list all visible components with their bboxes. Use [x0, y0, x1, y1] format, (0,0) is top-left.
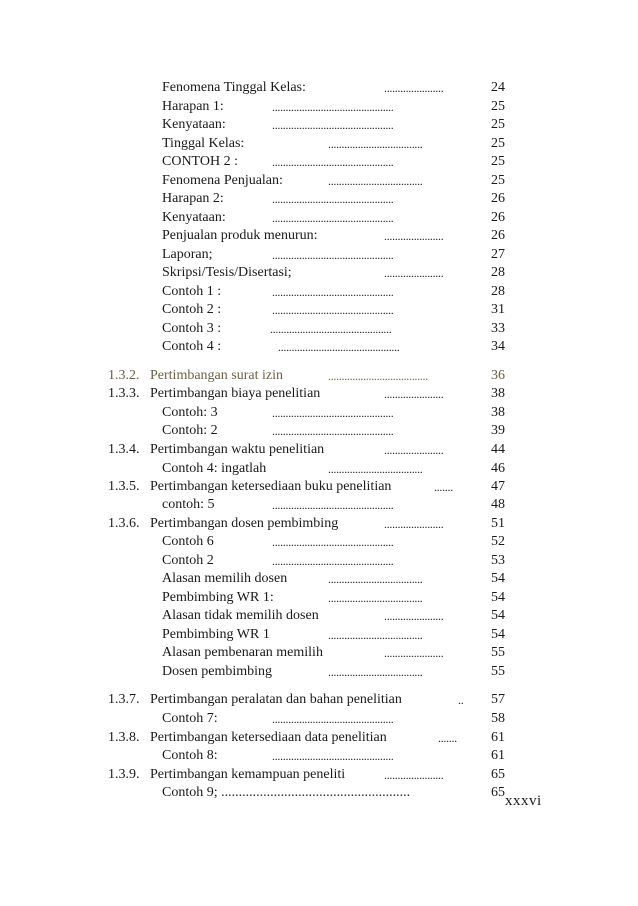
toc-page-number: 52 [491, 534, 505, 549]
toc-entry-title: Pertimbangan waktu penelitian [150, 442, 325, 457]
toc-section-number: 1.3.9. [108, 767, 140, 782]
toc-section-number: 1.3.6. [108, 516, 140, 531]
toc-page-number: 44 [491, 442, 505, 457]
toc-section-number: 1.3.7. [108, 692, 140, 707]
toc-page-number: 25 [491, 117, 505, 132]
toc-leader-dots: ....... [434, 480, 453, 494]
toc-entry-title: Pembimbing WR 1: [162, 590, 274, 605]
page-number-footer: xxxvi [505, 793, 542, 809]
toc-entry-title: Contoh 3 : [162, 321, 222, 336]
toc-entry [0, 116, 638, 134]
toc-page-number: 55 [491, 645, 505, 660]
toc-leader-dots: ............................................. [272, 248, 394, 262]
toc-entry-title: Contoh 4 : [162, 339, 222, 354]
toc-entry [0, 246, 638, 264]
toc-entry [0, 644, 638, 662]
toc-leader-dots: ............................................. [272, 712, 394, 726]
toc-page-number: 65 [491, 767, 505, 782]
toc-leader-dots: ...................... [384, 81, 444, 95]
toc-leader-dots: ...................... [384, 768, 444, 782]
toc-entry [0, 338, 638, 356]
toc-leader-dots: ...................... [384, 609, 444, 623]
toc-page-number: 26 [491, 228, 505, 243]
toc-entry-title: Dosen pembimbing [162, 664, 273, 679]
toc-entry [0, 710, 638, 728]
toc-section-number: 1.3.4. [108, 442, 140, 457]
toc-entry-title: Harapan 1: [162, 99, 224, 114]
toc-leader-dots: ............................................. [272, 285, 394, 299]
toc-leader-dots: ................................... [328, 462, 423, 476]
toc-leader-dots: ...................... [384, 646, 444, 660]
toc-leader-dots: ............................................. [272, 192, 394, 206]
toc-entry [0, 320, 638, 338]
toc-entry [0, 478, 638, 496]
toc-entry-title: Tinggal Kelas: [162, 136, 245, 151]
toc-page-number: 61 [491, 730, 505, 745]
toc-leader-dots: ..................................... [328, 369, 428, 383]
toc-page-number: 38 [491, 405, 505, 420]
toc-entry [0, 172, 638, 190]
toc-entry [0, 264, 638, 282]
toc-page-number: 53 [491, 553, 505, 568]
toc-entry-title: Contoh 6 [162, 534, 214, 549]
toc-page-number: 39 [491, 423, 505, 438]
toc-entry-title: Contoh: 3 [162, 405, 218, 420]
toc-leader-dots: ............................................. [278, 340, 400, 354]
toc-entry [0, 404, 638, 422]
toc-page-number: 25 [491, 154, 505, 169]
toc-page-number: 38 [491, 386, 505, 401]
toc-page-number: 57 [491, 692, 505, 707]
toc-entry-title: contoh: 5 [162, 497, 215, 512]
toc-entry-title: Alasan tidak memilih dosen [162, 608, 319, 623]
toc-entry [0, 729, 638, 747]
toc-entry [0, 626, 638, 644]
toc-entry [0, 663, 638, 681]
toc-entry [0, 385, 638, 403]
toc-page-number: 61 [491, 748, 505, 763]
toc-entry [0, 367, 638, 385]
toc-entry-title: Contoh 7: [162, 711, 218, 726]
toc-entry-title: Laporan; [162, 247, 213, 262]
toc-leader-dots: .. [458, 693, 464, 707]
toc-page-number: 58 [491, 711, 505, 726]
toc-section-number: 1.3.8. [108, 730, 140, 745]
toc-entry [0, 190, 638, 208]
toc-leader-dots: ...................... [384, 266, 444, 280]
toc-page-number: 34 [491, 339, 505, 354]
toc-entry-title: Pertimbangan surat izin [150, 368, 283, 383]
toc-page-number: 26 [491, 210, 505, 225]
toc-entry-title: Fenomena Penjualan: [162, 173, 283, 188]
toc-page-number: 33 [491, 321, 505, 336]
toc-leader-dots: ................................... [328, 591, 423, 605]
toc-leader-dots: ............................................. [272, 211, 394, 225]
toc-entry [0, 301, 638, 319]
toc-entry-title: Harapan 2: [162, 191, 224, 206]
toc-page-number: 65 [491, 785, 505, 800]
toc-entry-title: Kenyataan: [162, 210, 226, 225]
toc-leader-dots: ................................... [328, 572, 423, 586]
toc-page-number: 46 [491, 461, 505, 476]
toc-entry [0, 422, 638, 440]
toc-entry [0, 283, 638, 301]
toc-entry-title: Pertimbangan ketersediaan buku penelitian [150, 479, 392, 494]
toc-entry-title: Fenomena Tinggal Kelas: [162, 80, 306, 95]
toc-entry-title: Contoh 2 : [162, 302, 222, 317]
toc-leader-dots: ............................................. [272, 155, 394, 169]
toc-entry-title: Contoh 8: [162, 748, 218, 763]
toc-entry-title: Pertimbangan peralatan dan bahan penelitian [150, 692, 402, 707]
toc-leader-dots: ............................................. [272, 498, 394, 512]
toc-page-number: 25 [491, 99, 505, 114]
toc-entry [0, 747, 638, 765]
toc-entry [0, 496, 638, 514]
toc-leader-dots: ................................... [328, 665, 423, 679]
toc-page-number: 27 [491, 247, 505, 262]
toc-page-number: 54 [491, 608, 505, 623]
toc-entry [0, 135, 638, 153]
toc-leader-dots: ................................... [328, 174, 423, 188]
toc-leader-dots: ............................................. [272, 535, 394, 549]
toc-section-number: 1.3.2. [108, 368, 140, 383]
toc-page-number: 31 [491, 302, 505, 317]
toc-page-number: 55 [491, 664, 505, 679]
toc-leader-dots: ...................... [384, 517, 444, 531]
toc-leader-dots: ............................................. [272, 554, 394, 568]
toc-entry [0, 98, 638, 116]
toc-leader-dots: ............................................. [272, 749, 394, 763]
toc-page-number: 51 [491, 516, 505, 531]
toc-entry-title: Contoh 2 [162, 553, 214, 568]
toc-entry-title: Kenyataan: [162, 117, 226, 132]
toc-leader-dots: ...................... [384, 443, 444, 457]
toc-entry-title: Contoh 9; ...................................................... [162, 785, 411, 800]
toc-leader-dots: ............................................. [272, 118, 394, 132]
toc-entry-title: Pertimbangan biaya penelitian [150, 386, 321, 401]
toc-leader-dots: ............................................. [272, 100, 394, 114]
toc-page-number: 54 [491, 571, 505, 586]
toc-entry [0, 460, 638, 478]
toc-entry-title: Pertimbangan kemampuan peneliti [150, 767, 346, 782]
toc-page-number: 25 [491, 136, 505, 151]
toc-leader-dots: ............................................. [272, 303, 394, 317]
toc-page-number: 47 [491, 479, 505, 494]
toc-entry-title: Pertimbangan dosen pembimbing [150, 516, 339, 531]
toc-entry [0, 153, 638, 171]
toc-entry [0, 607, 638, 625]
toc-page-number: 28 [491, 284, 505, 299]
toc-entry-title: Pertimbangan ketersediaan data penelitian [150, 730, 387, 745]
toc-entry [0, 552, 638, 570]
toc-page-number: 25 [491, 173, 505, 188]
toc-leader-dots: ...................... [384, 387, 444, 401]
toc-page-number: 48 [491, 497, 505, 512]
toc-page-number: 36 [491, 368, 505, 383]
toc-entry [0, 227, 638, 245]
toc-entry [0, 441, 638, 459]
toc-entry [0, 79, 638, 97]
toc-section-number: 1.3.3. [108, 386, 140, 401]
toc-entry-title: Contoh 4: ingatlah [162, 461, 267, 476]
toc-entry-title: Pembimbing WR 1 [162, 627, 270, 642]
toc-leader-dots: ...................... [384, 229, 444, 243]
toc-page-number: 26 [491, 191, 505, 206]
toc-entry [0, 589, 638, 607]
toc-entry [0, 691, 638, 709]
toc-entry-title: Penjualan produk menurun: [162, 228, 318, 243]
toc-entry-title: Contoh 1 : [162, 284, 222, 299]
toc-page-number: 54 [491, 590, 505, 605]
toc-page-number: 24 [491, 80, 505, 95]
toc-leader-dots: ............................................. [272, 424, 394, 438]
toc-section-number: 1.3.5. [108, 479, 140, 494]
toc-page-number: 54 [491, 627, 505, 642]
toc-entry [0, 766, 638, 784]
toc-leader-dots: ....... [438, 731, 457, 745]
toc-entry-title: Skripsi/Tesis/Disertasi; [162, 265, 292, 280]
toc-page-number: 28 [491, 265, 505, 280]
toc-entry [0, 515, 638, 533]
toc-entry [0, 784, 638, 802]
toc-leader-dots: ............................................. [272, 406, 394, 420]
toc-entry-title: Contoh: 2 [162, 423, 218, 438]
toc-entry [0, 209, 638, 227]
toc-leader-dots: ............................................. [270, 322, 392, 336]
toc-entry-title: Alasan memilih dosen [162, 571, 288, 586]
toc-entry-title: Alasan pembenaran memilih [162, 645, 323, 660]
toc-leader-dots: ................................... [328, 137, 423, 151]
toc-entry [0, 570, 638, 588]
toc-entry-title: CONTOH 2 : [162, 154, 238, 169]
toc-leader-dots: ................................... [328, 628, 423, 642]
toc-entry [0, 533, 638, 551]
